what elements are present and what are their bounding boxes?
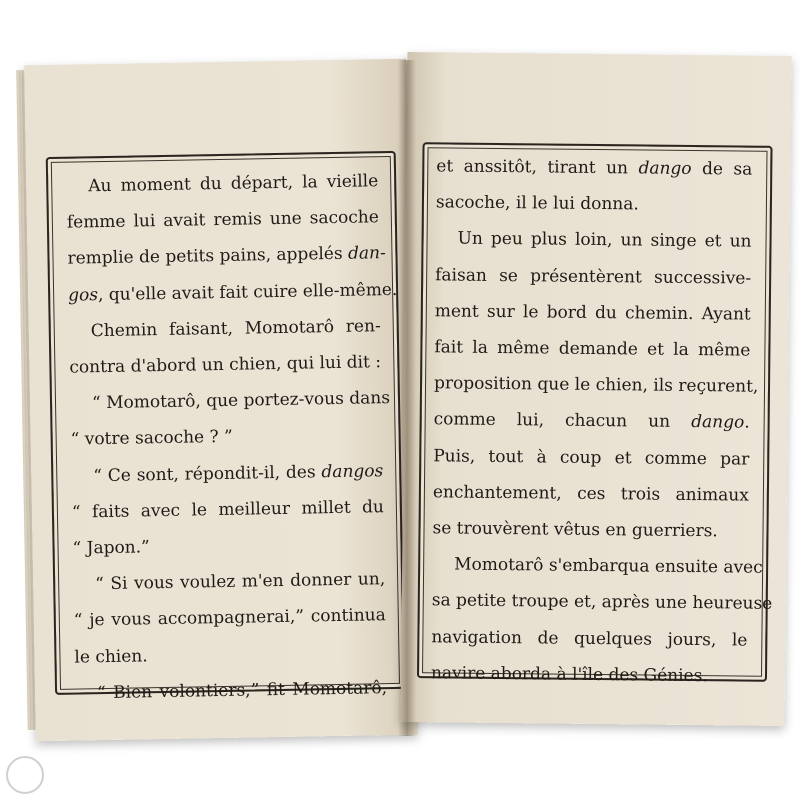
text-line: proposition que le chien, ils reçurent, — [433, 373, 759, 397]
right-page — [401, 52, 792, 726]
text-line: contra d'abord un chien, qui lui dit : — [69, 352, 382, 378]
text-line: navire aborda à l'île des Génies. — [430, 663, 708, 687]
text-line: Un peu plus loin, un singe et un — [457, 228, 752, 253]
text-line: “ Ce sont, répondit-il, des dangos — [93, 460, 384, 486]
text-line: Momotarô s'embarqua ensuite avec — [454, 554, 763, 578]
right-page-text — [430, 148, 773, 694]
text-line: Au moment du départ, la vieille — [88, 171, 379, 197]
text-line: “ je vous accompagnerai,” continua — [73, 605, 386, 632]
text-line: Puis, tout à coup et comme par — [433, 445, 750, 470]
text-line: sa petite troupe et, après une heureuse — [431, 590, 773, 615]
text-line: gos, qu'elle avait fait cuire elle-même. — [67, 279, 398, 306]
text-line: “ votre sacoche ? ” — [70, 427, 233, 451]
text-line: remplie de petits pains, appelés dan- — [67, 243, 386, 270]
text-line: comme lui, chacun un dango. — [433, 409, 750, 434]
text-line: le chien. — [74, 645, 148, 668]
text-line: “ Japon.” — [72, 537, 150, 559]
text-line: “ Momotarô, que portez-vous dans — [91, 388, 391, 414]
text-line: faisan se présentèrent successive- — [435, 264, 752, 289]
text-line: navigation de quelques jours, le — [431, 626, 748, 651]
text-line: et anssitôt, tirant un dango de sa — [436, 156, 753, 180]
text-line: sacoche, il le lui donna. — [435, 192, 639, 215]
left-page — [24, 59, 418, 742]
text-line: ment sur le bord du chemin. Ayant — [434, 301, 751, 325]
text-line: fait la même demande et la même — [434, 337, 751, 361]
text-line: femme lui avait remis une sacoche — [66, 207, 380, 233]
book-gutter — [398, 60, 416, 736]
text-line: “ Si vous voulez m'en donner un, — [95, 569, 386, 595]
left-page-text — [66, 163, 398, 711]
text-line: se trouvèrent vêtus en guerriers. — [432, 518, 718, 542]
text-line: “ Bien volontiers,” fit Momotarô, — [96, 677, 388, 704]
text-line: Chemin faisant, Momotarô ren- — [90, 316, 381, 342]
text-line: “ faits avec le meilleur millet du — [71, 497, 385, 523]
watermark-badge — [6, 756, 44, 794]
text-line: enchantement, ces trois animaux — [432, 482, 749, 506]
